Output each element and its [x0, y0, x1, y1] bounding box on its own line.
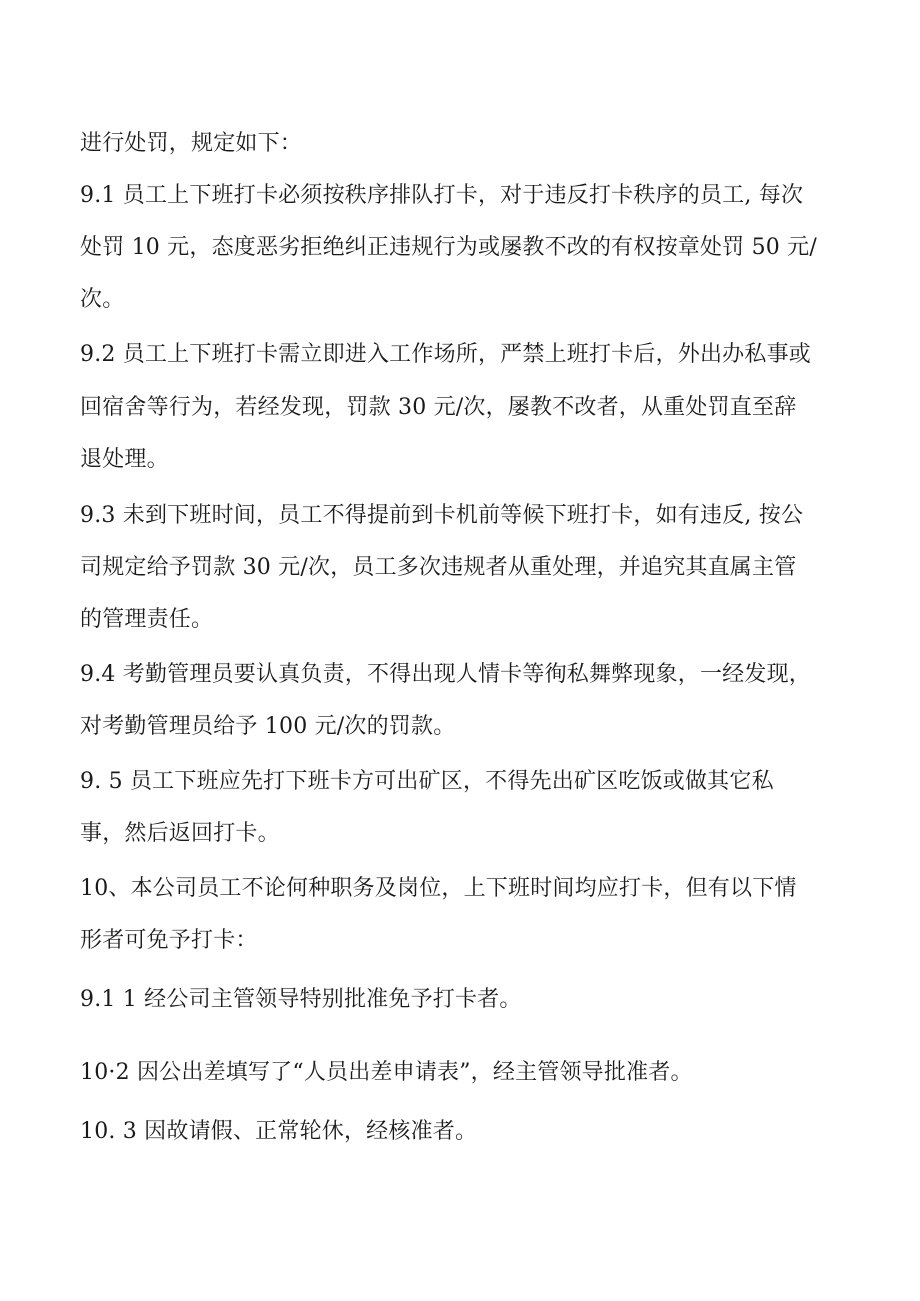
text-line-9-2-b: 回宿舍等行为，若经发现，罚款 30 元/次，屡教不改者，从重处罚直至辞 [80, 395, 797, 420]
text-line-9-4-b: 对考勤管理员给予 100 元/次的罚款。 [80, 714, 456, 739]
text-line-intro: 进行处罚，规定如下： [80, 131, 303, 156]
text-line-9-2-a: 9.2 员工上下班打卡需立即进入工作场所，严禁上班打卡后，外出办私事或 [80, 342, 811, 367]
text-line-9-4-a: 9.4 考勤管理员要认真负责，不得出现人情卡等徇私舞弊现象，一经发现， [80, 662, 811, 687]
text-line-9-1-b: 处罚 10 元，态度恶劣拒绝纠正违规行为或屡教不改的有权按章处罚 50 元/ [80, 235, 817, 260]
text-line-10-a: 10、本公司员工不论何种职务及岗位，上下班时间均应打卡，但有以下情 [80, 876, 797, 901]
text-line-9-1-a: 9.1 员工上下班打卡必须按秩序排队打卡，对于违反打卡秩序的员工, 每次 [80, 183, 804, 208]
text-line-10-2: 10·2 因公出差填写了“人员出差申请表”，经主管领导批准者。 [80, 1060, 693, 1085]
text-line-9-1-c: 次。 [80, 287, 125, 312]
text-line-9-3-a: 9.3 未到下班时间，员工不得提前到卡机前等候下班打卡，如有违反, 按公 [80, 503, 804, 528]
text-line-9-3-b: 司规定给予罚款 30 元/次，员工多次违规者从重处理，并追究其直属主管 [80, 555, 797, 580]
text-line-9-1-1: 9.1 1 经公司主管领导特别批准免予打卡者。 [80, 987, 522, 1012]
text-line-10-3: 10. 3 因故请假、正常轮休，经核准者。 [80, 1119, 478, 1144]
text-line-9-2-c: 退处理。 [80, 447, 169, 472]
text-line-9-3-c: 的管理责任。 [80, 607, 214, 632]
text-line-9-5-a: 9. 5 员工下班应先打下班卡方可出矿区，不得先出矿区吃饭或做其它私 [80, 769, 774, 794]
text-line-9-5-b: 事，然后返回打卡。 [80, 821, 280, 846]
text-line-10-b: 形者可免予打卡： [80, 928, 258, 953]
